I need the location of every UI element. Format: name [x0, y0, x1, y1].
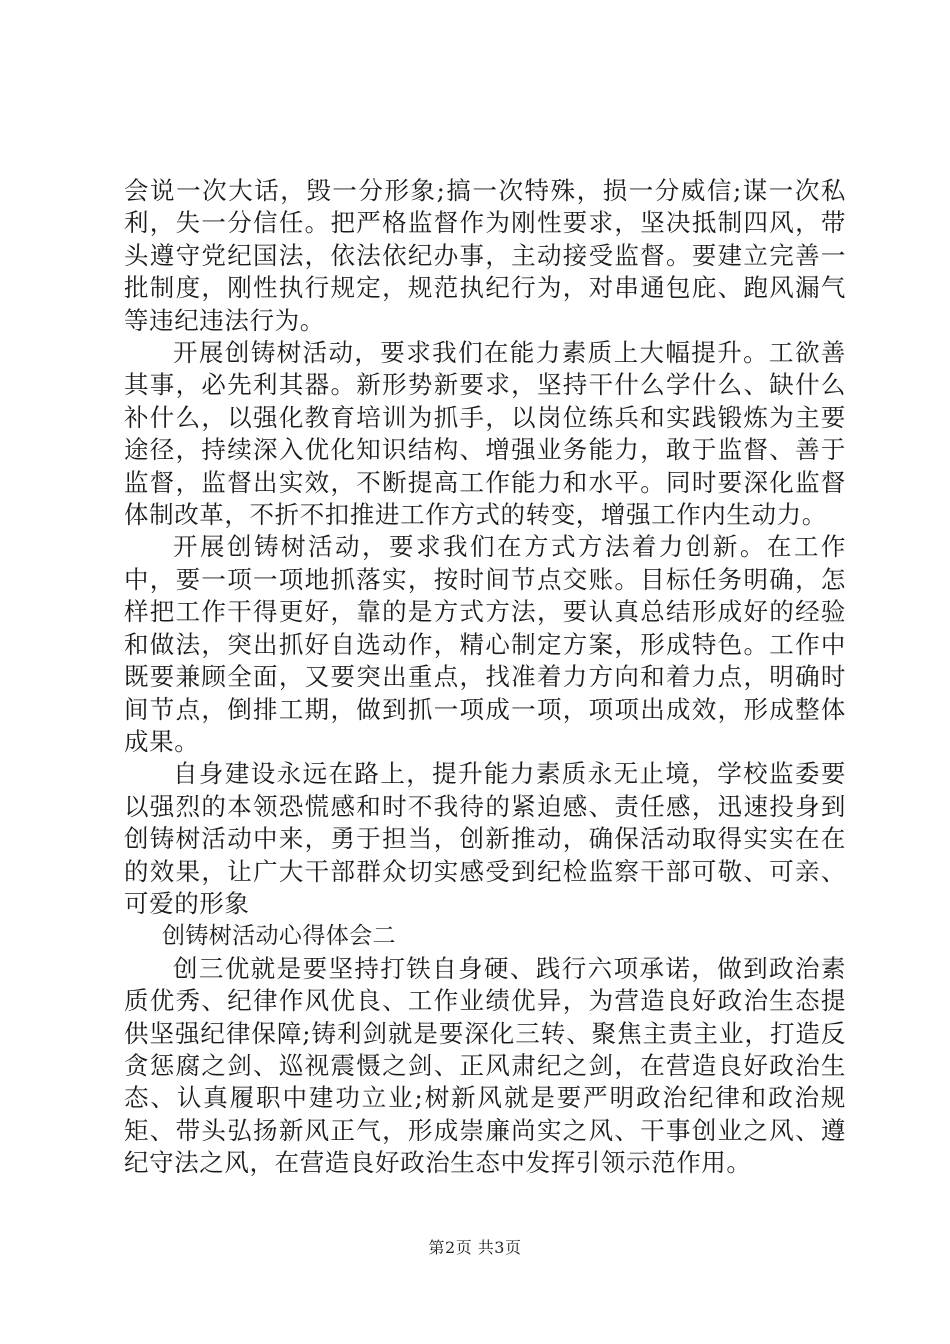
section-heading: 创铸树活动心得体会二	[161, 923, 396, 950]
document-body	[124, 175, 846, 1180]
paragraph-ability: 开展创铸树活动，要求我们在能力素质上大幅提升。工欲善其事，必先利其器。新形势新要求，坚持干什么学什么、缺什么补什么，以强化教育培训为抓手，以岗位练兵和实践锻炼为主要途径，持续深入优化知识结构、增强业务能力，敢于监督、善于监督，监督出实效，不断提高工作能力和水平。同时要深化监督体制改革，不折不扣推进工作方式的转变，增强工作内生动力。	[124, 338, 846, 530]
paragraph-method: 开展创铸树活动，要求我们在方式方法着力创新。在工作中，要一项一项地抓落实，按时间节点交账。目标任务明确，怎样把工作干得更好，靠的是方式方法，要认真总结形成好的经验和做法，突出抓好自选动作，精心制定方案，形成特色。工作中既要兼顾全面，又要突出重点，找准着力方向和着力点，明确时间节点，倒排工期，做到抓一项成一项，项项出成效，形成整体成果。	[124, 532, 846, 756]
paragraph-three-excellences: 创三优就是要坚持打铁自身硬、践行六项承诺，做到政治素质优秀、纪律作风优良、工作业绩优异，为营造良好政治生态提供坚强纪律保障;铸利剑就是要深化三转、聚焦主责主业，打造反贪惩腐之剑、巡视震慑之剑、正风肃纪之剑，在营造良好政治生态、认真履职中建功立业;树新风就是要严明政治纪律和政治规矩、带头弘扬新风正气，形成崇廉尚实之风、干事创业之风、遵纪守法之风，在营造良好政治生态中发挥引领示范作用。	[124, 953, 846, 1178]
paragraph-conclusion: 自身建设永远在路上，提升能力素质永无止境，学校监委要以强烈的本领恐慌感和时不我待的紧迫感、责任感，迅速投身到创铸树活动中来，勇于担当，创新推动，确保活动取得实实在在的效果，让广大干部群众切实感受到纪检监察干部可敬、可亲、可爱的形象	[124, 759, 846, 918]
paragraph-continuation: 会说一次大话，毁一分形象;搞一次特殊，损一分威信;谋一次私利，失一分信任。把严格监督作为刚性要求，坚决抵制四风，带头遵守党纪国法，依法依纪办事，主动接受监督。要建立完善一批制度，刚性执行规定，规范执纪行为，对串通包庇、跑风漏气等违纪违法行为。	[124, 176, 846, 335]
page-number-footer: 第2页 共3页	[428, 1238, 522, 1257]
